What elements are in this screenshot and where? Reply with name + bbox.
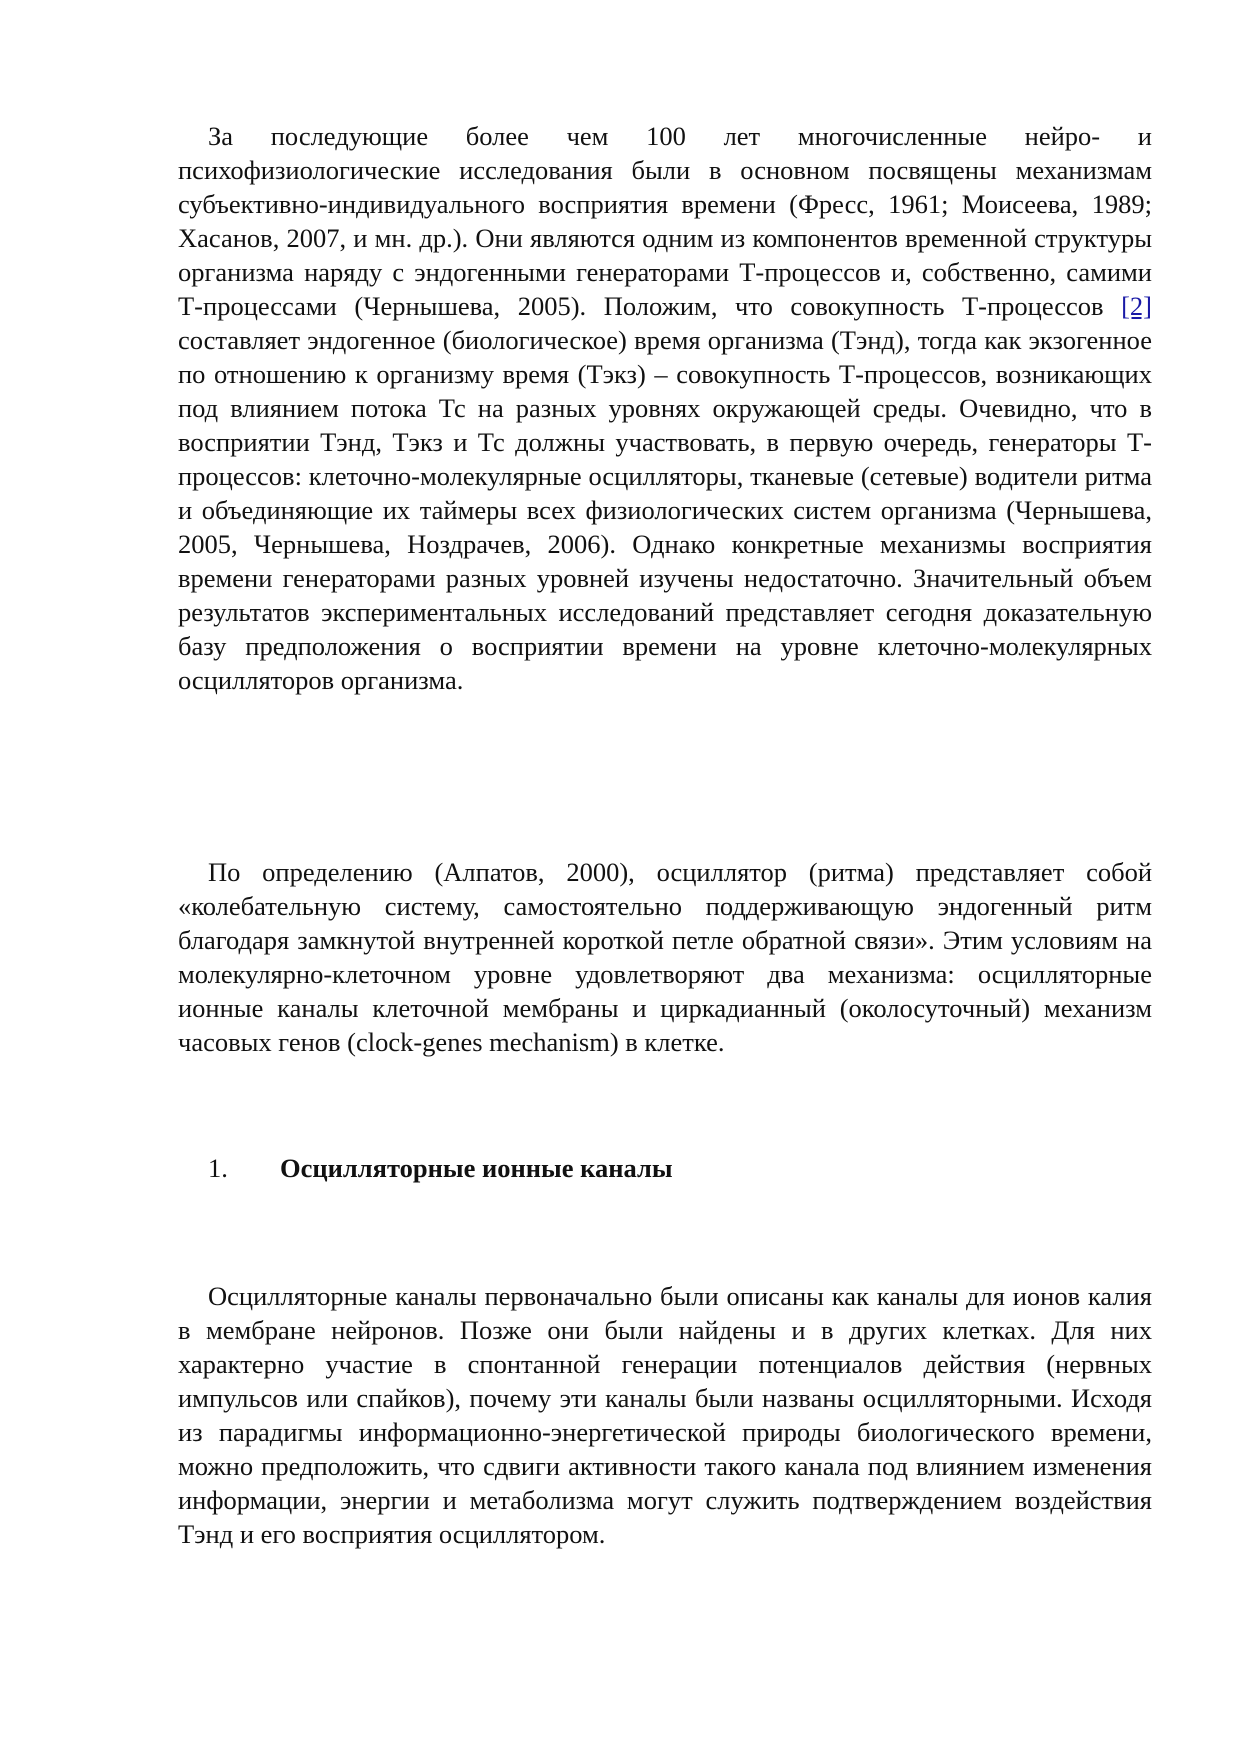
paragraph-intro-text-end: составляет эндогенное (биологическое) время организма (Тэнд), тогда как экзогенное по отношению к организму время (Тэкз) – совокупность Т-процессов, возникающих под влиянием потока Тс на разных уровнях окружающей среды. Очевидно, что в восприятии Тэнд, Тэкз и Тс должны участвовать, в первую очередь, генераторы Т-процессов: клеточно-молекулярные осцилляторы, тканевые (сетевые) водители ритма и объединяющие их таймеры всех физиологических систем организма (Чернышева, 2005, Чернышева, Ноздрачев, 2006). Однако конкретные механизмы восприятия времени генераторами разных уровней изучены недостаточно. Значительный объем результатов экспериментальных исследований представляет сегодня доказательную базу предположения о восприятии времени на уровне клеточно-молекулярных осцилляторов организма. bbox=[178, 325, 1152, 695]
paragraph-oscillator-definition-text: По определению (Алпатов, 2000), осциллятор (ритма) представляет собой «колебательную систему, самостоятельно поддерживающую эндогенный ритм благодаря замкнутой внутренней короткой петле обратной связи». Этим условиям на молекулярно-клеточном уровне удовлетворяют два механизма: осцилляторные ионные каналы клеточной мембраны и циркадианный (околосуточный) механизм часовых генов (clock-genes mechanism) в клетке. bbox=[178, 857, 1152, 1057]
paragraph-ion-channels bbox=[178, 1279, 1152, 1551]
paragraph-oscillator-definition bbox=[178, 855, 1152, 1059]
paragraph-intro-text-start: За последующие более чем 100 лет многочисленные нейро- и психофизиологические исследования были в основном посвящены механизмам субъективно-индивидуального восприятия времени (Фресс, 1961; Моисеева, 1989; Хасанов, 2007, и мн. др.). Они являются одним из компонентов временной структуры организма наряду с эндогенными генераторами Т-процессов и, собственно, самими Т-процессами (Чернышева, 2005). Положим, что совокупность Т-процессов bbox=[178, 121, 1152, 321]
paragraph-ion-channels-text: Осцилляторные каналы первоначально были описаны как каналы для ионов калия в мембране нейронов. Позже они были найдены и в других клетках. Для них характерно участие в спонтанной генерации потенциалов действия (нервных импульсов или спайков), почему эти каналы были названы осцилляторными. Исходя из парадигмы информационно-энергетической природы биологического времени, можно предположить, что сдвиги активности такого канала под влиянием изменения информации, энергии и метаболизма могут служить подтверждением воздействия Тэнд и его восприятия осциллятором. bbox=[178, 1281, 1152, 1549]
section-number: 1. bbox=[208, 1153, 228, 1183]
paragraph-intro bbox=[178, 119, 1152, 697]
section-heading bbox=[208, 1151, 673, 1185]
footnote-ref-link[interactable]: [2] bbox=[1121, 291, 1152, 321]
section-title: Осцилляторные ионные каналы bbox=[280, 1153, 673, 1183]
